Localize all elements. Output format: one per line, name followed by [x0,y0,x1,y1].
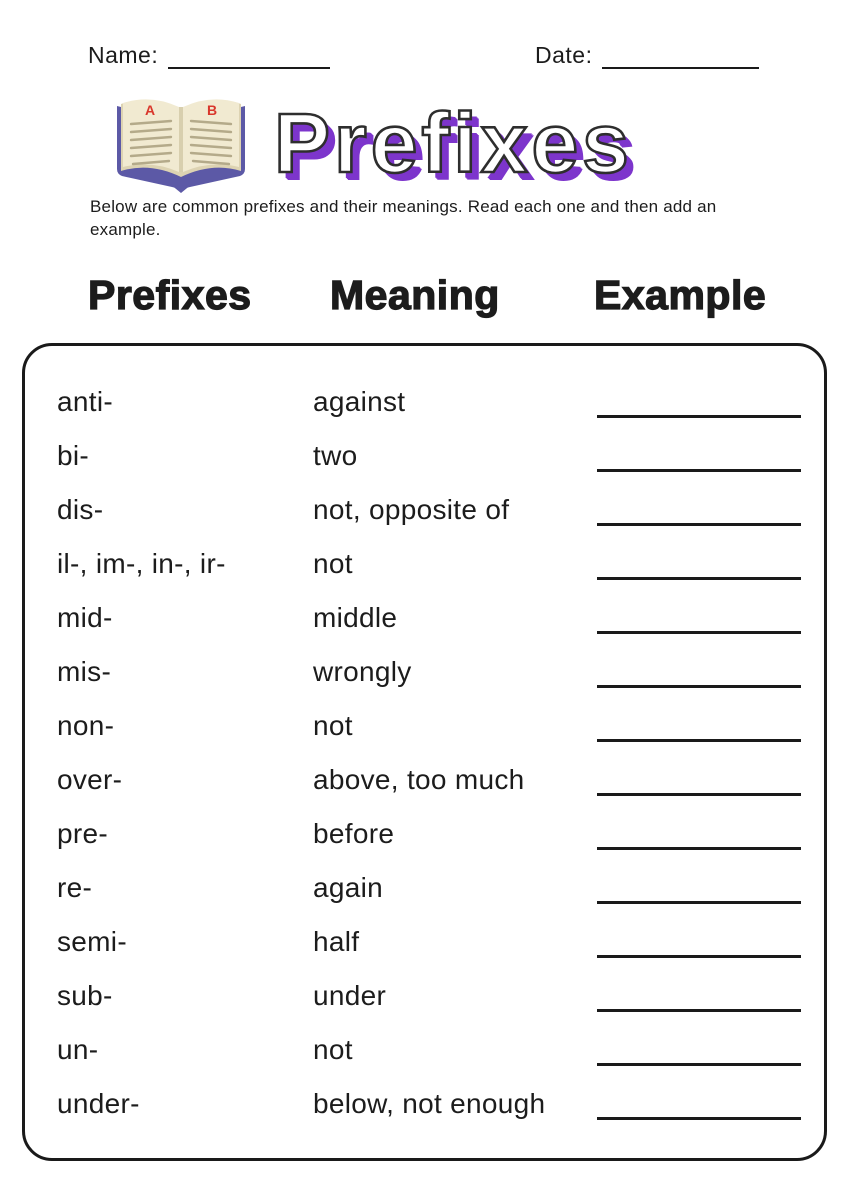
example-cell [597,915,801,969]
example-cell [597,375,801,429]
meaning-cell: not [313,548,353,579]
table-row [25,591,824,645]
example-blank[interactable] [597,631,801,634]
prefix-cell: il-, im-, in-, ir- [57,548,226,579]
example-cell [597,1077,801,1131]
meaning-cell: again [313,872,384,903]
table-row [25,753,824,807]
example-blank[interactable] [597,523,801,526]
prefix-cell: pre- [57,818,108,849]
meaning-cell: middle [313,602,398,633]
example-blank[interactable] [597,901,801,904]
prefix-cell: re- [57,872,93,903]
table-row [25,537,824,591]
example-blank[interactable] [597,415,801,418]
meaning-cell: not, opposite of [313,494,510,525]
prefix-cell: dis- [57,494,104,525]
prefix-cell: anti- [57,386,113,417]
prefix-cell: sub- [57,980,113,1011]
column-headers [0,272,850,322]
meaning-cell: half [313,926,360,957]
example-cell [597,645,801,699]
example-blank[interactable] [597,793,801,796]
table-row [25,375,824,429]
example-cell [597,969,801,1023]
table-row [25,429,824,483]
meaning-cell: not [313,710,353,741]
title-band [110,92,633,194]
book-letter-b: B [206,102,218,118]
example-cell [597,807,801,861]
date-field [535,42,759,69]
date-label: Date: [535,42,593,68]
table-row [25,1023,824,1077]
top-fields [0,42,850,76]
name-label: Name: [88,42,159,68]
example-blank[interactable] [597,1117,801,1120]
example-cell [597,1023,801,1077]
column-header-example: Example [594,272,767,318]
example-cell [597,861,801,915]
table-row [25,861,824,915]
instructions-text: Below are common prefixes and their meanings. Read each one and then add an example. [90,197,717,239]
example-blank[interactable] [597,847,801,850]
example-blank[interactable] [597,1009,801,1012]
example-cell [597,753,801,807]
page-title: Prefixes [274,96,633,190]
book-letter-a: A [144,102,156,118]
example-blank[interactable] [597,469,801,472]
example-cell [597,537,801,591]
column-header-meaning: Meaning [330,272,500,318]
table-row [25,969,824,1023]
example-cell [597,483,801,537]
example-blank[interactable] [597,577,801,580]
example-cell [597,429,801,483]
example-blank[interactable] [597,685,801,688]
prefix-table [22,343,827,1161]
example-blank[interactable] [597,1063,801,1066]
prefix-cell: bi- [57,440,90,471]
column-header-prefixes: Prefixes [88,272,252,318]
table-row [25,1077,824,1131]
prefix-cell: mis- [57,656,112,687]
name-field [88,42,330,69]
meaning-cell: wrongly [313,656,412,687]
table-row [25,699,824,753]
meaning-cell: before [313,818,395,849]
example-cell [597,591,801,645]
prefix-cell: un- [57,1034,99,1065]
prefix-cell: non- [57,710,115,741]
meaning-cell: above, too much [313,764,525,795]
meaning-cell: under [313,980,387,1011]
open-book-icon [110,92,252,194]
example-blank[interactable] [597,739,801,742]
prefix-cell: mid- [57,602,113,633]
prefix-cell: over- [57,764,123,795]
example-blank[interactable] [597,955,801,958]
prefix-cell: under- [57,1088,140,1119]
prefix-cell: semi- [57,926,127,957]
date-blank[interactable] [602,43,759,69]
table-row [25,915,824,969]
example-cell [597,699,801,753]
meaning-cell: not [313,1034,353,1065]
table-row [25,483,824,537]
meaning-cell: below, not enough [313,1088,546,1119]
table-row [25,645,824,699]
table-row [25,807,824,861]
name-blank[interactable] [168,43,330,69]
meaning-cell: against [313,386,406,417]
meaning-cell: two [313,440,358,471]
